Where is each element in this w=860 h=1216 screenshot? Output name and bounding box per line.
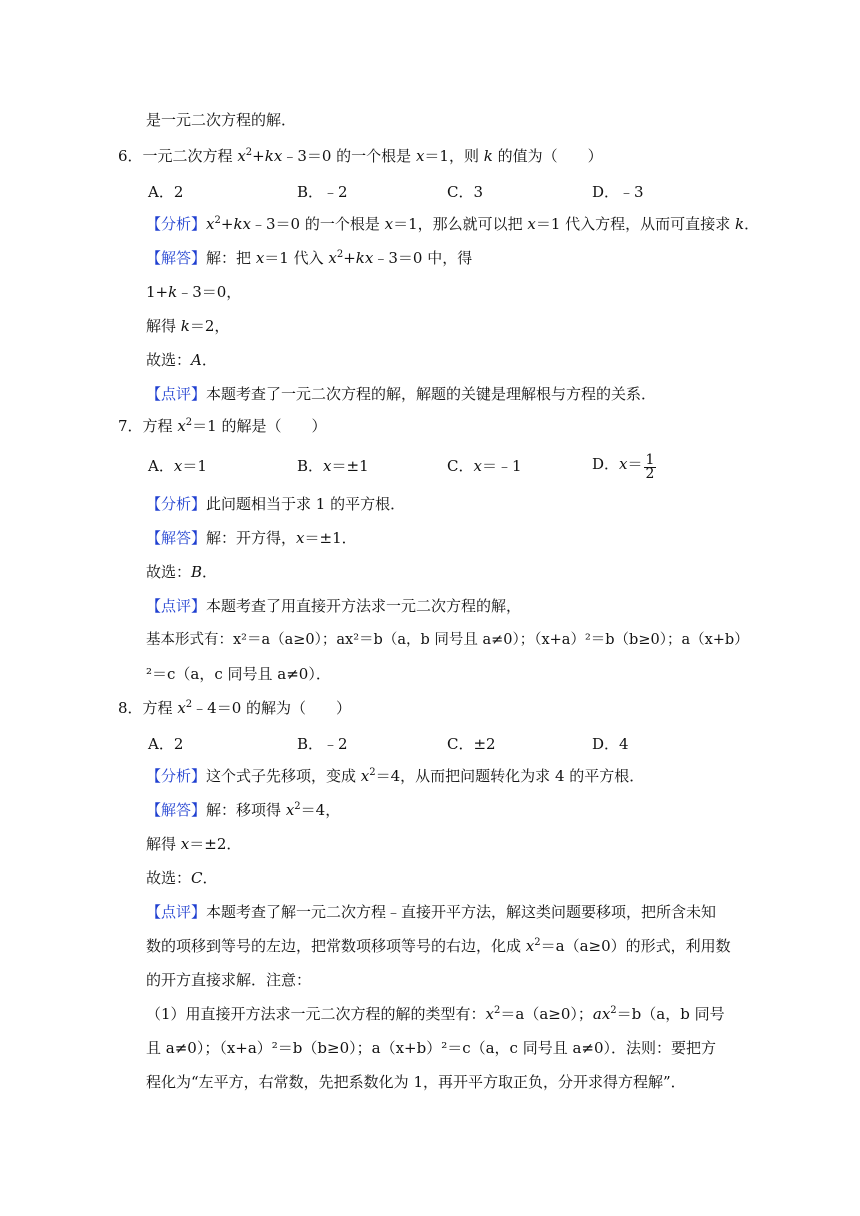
analysis-label: 【分析】 bbox=[146, 215, 207, 233]
fraction-one-half: $\frac{1}{2}$ bbox=[645, 452, 655, 482]
q8-step: 解得 x＝±2． bbox=[146, 835, 242, 853]
q6-option-d[interactable]: D．﹣3 bbox=[592, 183, 644, 201]
comment-label: 【点评】 bbox=[146, 597, 207, 615]
answer-label: 【解答】 bbox=[146, 249, 207, 267]
question-7-stem: 7．方程 $x^2=1$ 的解是（ ） bbox=[118, 417, 327, 435]
q7-option-d[interactable]: D．x＝ $\frac{1}{2}$ bbox=[592, 452, 655, 482]
q7-option-b[interactable]: B．x＝±1 bbox=[297, 457, 369, 475]
q8-option-a[interactable]: A．2 bbox=[148, 735, 184, 753]
q7-option-a[interactable]: A．x＝1 bbox=[148, 457, 207, 475]
q6-option-c[interactable]: C．3 bbox=[447, 183, 484, 201]
analysis-label: 【分析】 bbox=[146, 767, 207, 785]
answer-label: 【解答】 bbox=[146, 801, 207, 819]
q8-note-line-3: 程化为“左平方，右常数，先把系数化为 1，再开平方取正负，分开求得方程解”． bbox=[146, 1073, 686, 1091]
q7-option-c[interactable]: C．x＝﹣1 bbox=[447, 457, 522, 475]
q6-step-1: 1+k﹣3＝0， bbox=[146, 283, 242, 301]
q8-choice: 故选：C． bbox=[146, 869, 218, 887]
q8-comment-line-3: 的开方直接求解．注意： bbox=[146, 971, 312, 989]
intro-line: 是一元二次方程的解． bbox=[146, 111, 297, 129]
q8-note-line-2: 且 a≠0）；（x+a）²＝b（b≥0）；a（x+b）²＝c（a，c 同号且 a≠0）．法则：要把方 bbox=[146, 1039, 717, 1057]
q8-answer: 【解答】解：移项得 $x^2=4$， bbox=[146, 801, 341, 819]
q8-option-c[interactable]: C．±2 bbox=[447, 735, 496, 753]
question-number: 8． bbox=[118, 699, 143, 717]
q6-comment: 【点评】本题考查了一元二次方程的解，解题的关键是理解根与方程的关系． bbox=[146, 385, 657, 403]
q7-forms-line-2: ²＝c（a，c 同号且 a≠0）． bbox=[146, 665, 331, 683]
q6-step-2: 解得 k＝2， bbox=[146, 317, 230, 335]
question-8-stem: 8．方程 $x^2﹣4=0$ 的解为（ ） bbox=[118, 699, 352, 717]
q6-answer: 【解答】解：把 x＝1 代入 $x^2+kx﹣3=0$ 中，得 bbox=[146, 249, 473, 267]
q6-choice: 故选：A． bbox=[146, 351, 217, 369]
question-6-stem: 6．一元二次方程 $x^2+kx﹣3=0$ 的一个根是 x＝1，则 k 的值为（ ） bbox=[118, 147, 603, 165]
q6-option-b[interactable]: B．﹣2 bbox=[297, 183, 348, 201]
q8-option-b[interactable]: B．﹣2 bbox=[297, 735, 348, 753]
comment-label: 【点评】 bbox=[146, 385, 207, 403]
analysis-label: 【分析】 bbox=[146, 495, 207, 513]
q7-comment: 【点评】本题考查了用直接开方法求一元二次方程的解， bbox=[146, 597, 522, 615]
q8-comment-line-1: 【点评】本题考查了解一元二次方程﹣直接开平方法，解这类问题要移项，把所含未知 bbox=[146, 903, 717, 921]
comment-label: 【点评】 bbox=[146, 903, 207, 921]
q7-forms-line-1: 基本形式有：x²＝a（a≥0）；ax²＝b（a，b 同号且 a≠0）；（x+a）²＝b（b≥0）；a（x+b） bbox=[146, 632, 749, 648]
q8-analysis: 【分析】这个式子先移项，变成 $x^2=4$，从而把问题转化为求 4 的平方根． bbox=[146, 767, 645, 785]
question-number: 7． bbox=[118, 417, 143, 435]
q8-note-line-1: （1）用直接开方法求一元二次方程的解的类型有：$x^2=a(a\ge 0)$；$ax^2=b(a$，b 同号 bbox=[146, 1005, 725, 1023]
q7-answer: 【解答】解：开方得，x＝±1． bbox=[146, 529, 357, 547]
q6-option-a[interactable]: A．2 bbox=[148, 183, 184, 201]
answer-label: 【解答】 bbox=[146, 529, 207, 547]
q6-analysis: 【分析】$x^2+kx﹣3=0$ 的一个根是 x＝1，那么就可以把 x＝1 代入方程，从而可直接求 k． bbox=[146, 215, 760, 233]
q7-analysis: 【分析】此问题相当于求 1 的平方根． bbox=[146, 495, 406, 513]
question-number: 6． bbox=[118, 147, 143, 165]
q7-choice: 故选：B． bbox=[146, 563, 218, 581]
q8-option-d[interactable]: D．4 bbox=[592, 735, 629, 753]
q8-comment-line-2: 数的项移到等号的左边，把常数项移项等号的右边，化成 $x^2=a(a\ge 0)$的形式，利用数 bbox=[146, 937, 731, 955]
